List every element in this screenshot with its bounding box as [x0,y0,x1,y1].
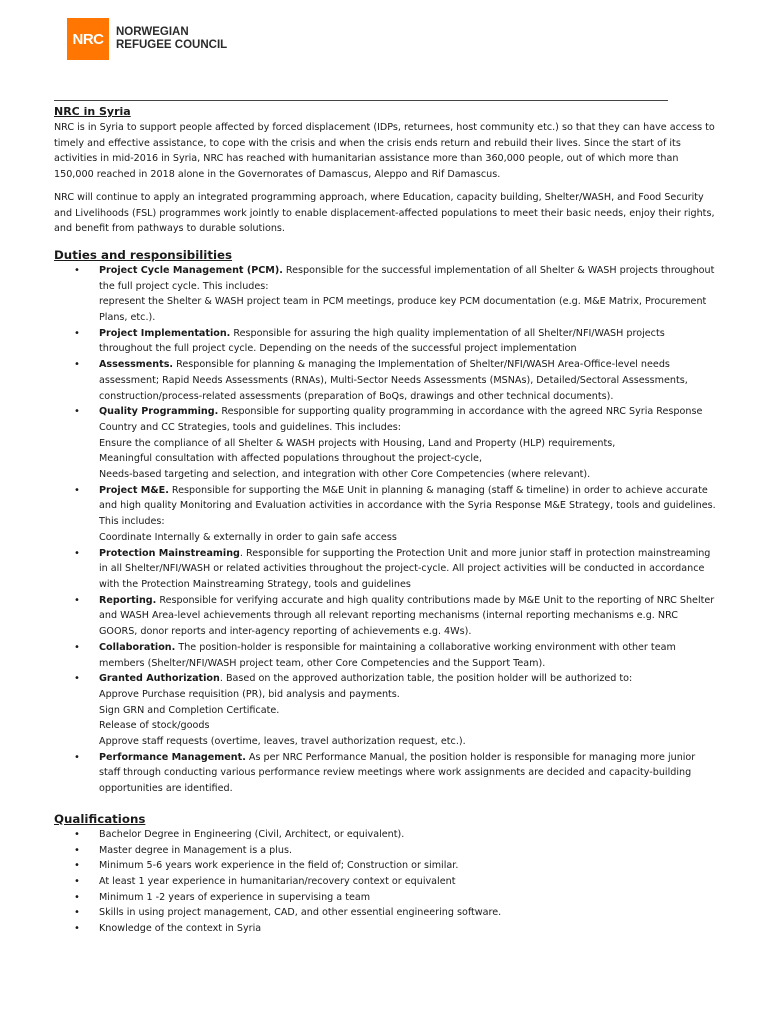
logo-line-1: NORWEGIAN [116,26,189,38]
bullet-icon: • [74,406,80,418]
duty-subline: Ensure the compliance of all Shelter & WASH projects with Housing, Land and Property (HLP) requirements, [99,437,616,449]
duty-title: Quality Programming. [99,406,219,418]
qualifications-heading: Qualifications [54,811,146,826]
bullet-icon: • [74,891,80,903]
duty-text: Responsible for supporting quality programming in accordance with the agreed NRC Syria Response Country and CC Strategies, tools and guidelines. This includes: [99,406,703,433]
qualification-text: At least 1 year experience in humanitarian/recovery context or equivalent [99,875,456,887]
duty-subline: Approve staff requests (overtime, leaves, travel authorization request, etc.). [99,736,466,748]
duties-list [54,263,716,797]
bullet-icon: • [74,828,80,840]
header-divider [54,100,668,101]
bullet-icon: • [74,484,80,496]
duty-item [54,483,716,546]
duty-text: Responsible for verifying accurate and high quality contributions made by M&E Unit to the reporting of NRC Shelter and WASH Area-level achievements through all relevant reporting mechanisms (internal reporting mechanisms e.g. NRC GOORS, donor reports and inter-agency reporting of achievements e.g. 4Ws). [99,594,715,638]
duty-title: Reporting. [99,594,157,606]
duty-item [54,357,716,404]
bullet-icon: • [74,594,80,606]
qualification-text: Bachelor Degree in Engineering (Civil, Architect, or equivalent). [99,828,405,840]
duty-text: The position-holder is responsible for maintaining a collaborative working environment with other team members (Shelter/NFI/WASH project team, other Core Competencies and the Support Team). [99,641,676,669]
qualification-text: Knowledge of the context in Syria [99,923,262,935]
duty-subline: Sign GRN and Completion Certificate. [99,704,280,716]
duty-item [54,404,716,483]
duty-item [54,546,716,593]
duty-subline: Coordinate Internally & externally in order to gain safe access [99,531,397,543]
duty-title: Collaboration. [99,641,176,653]
qualification-item [54,890,716,906]
duty-title: Project M&E. [99,484,169,496]
duty-item [54,640,716,671]
duty-subline: Needs-based targeting and selection, and integration with other Core Competencies (where relevant). [99,469,591,481]
duty-text: Responsible for assuring the high quality implementation of all Shelter/NFI/WASH projects throughout the full project cycle. Depending on the needs of the successful project implementation [99,327,665,355]
intro-paragraph-1: NRC is in Syria to support people affected by forced displacement (IDPs, returnees, host community etc.) so that they can have access to timely and effective assistance, to cope with the crisis and when the crisis ends return and rebuild their lives. Since the start of its activities in mid-2016 in Syria, NRC has reached with humanitarian assistance more than 360,000 people, out of which more than 150,000 reached in 2018 alone in the Governorates of Damascus, Aleppo and Rif Damascus. [54,122,715,181]
intro-paragraph-2: NRC will continue to apply an integrated programming approach, where Education, capacity building, Shelter/WASH, and Food Security and Livelihoods (FSL) programmes work jointly to enable displacement-affected populations to meet their basic needs, enjoy their rights, and benefit from pathways to durable solutions. [54,191,715,235]
duty-item [54,750,716,797]
qualification-item [54,874,716,890]
duty-text: Responsible for supporting the M&E Unit in planning & managing (staff & timeline) in order to achieve accurate and high quality Monitoring and Evaluation activities in accordance with the Syria Response M&E Strategy, tools and guidelines. This includes: [99,484,716,528]
document-body [54,104,716,937]
logo-line-2: REFUGEE COUNCIL [116,39,228,51]
duty-title: Granted Authorization [99,673,220,685]
bullet-icon: • [74,844,80,856]
nrc-logo-mark: NRC [67,18,109,60]
duty-item [54,671,716,750]
bullet-icon: • [74,547,80,559]
qualifications-list [54,827,716,937]
duty-text: Responsible for the successful implementation of all Shelter & WASH projects throughout the full project cycle. This includes: [99,264,715,292]
duty-text: As per NRC Performance Manual, the position holder is responsible for managing more junior staff through conducting various performance review meetings where work assignments are decided and capacity-building opportunities are identified. [99,751,696,795]
qualification-text: Minimum 1 -2 years of experience in supervising a team [99,891,371,903]
bullet-icon: • [74,907,80,919]
duty-subline: Release of stock/goods [99,720,210,732]
qualification-item [54,827,716,843]
duty-subline: represent the Shelter & WASH project team in PCM meetings, produce key PCM documentation (e.g. M&E Matrix, Procurement Plans, etc.). [99,296,707,324]
qualification-item [54,921,716,937]
bullet-icon: • [74,923,80,935]
duty-text: Responsible for planning & managing the Implementation of Shelter/NFI/WASH Area-Office-level needs assessment; Rapid Needs Assessments (RNAs), Multi-Sector Needs Assessments (MSNAs), Detailed/Sectoral Assessments, construction/process-related assessments (preparation of BoQs, drawings and other technical documents). [99,359,688,402]
bullet-icon: • [74,751,80,763]
qualification-item [54,858,716,874]
duty-title: Project Implementation. [99,327,231,339]
qualification-text: Minimum 5-6 years work experience in the field of; Construction or similar. [99,860,459,872]
bullet-icon: • [74,359,80,371]
nrc-logo-text [116,26,227,52]
duty-title: Assessments. [99,359,174,371]
duty-item [54,326,716,357]
bullet-icon: • [74,327,80,339]
bullet-icon: • [74,641,80,653]
duty-title: Performance Management. [99,751,246,763]
qualification-text: Skills in using project management, CAD, and other essential engineering software. [99,907,502,919]
intro-heading: NRC in Syria [54,105,131,118]
duties-heading: Duties and responsibilities [54,247,233,262]
qualification-text: Master degree in Management is a plus. [99,844,293,856]
bullet-icon: • [74,860,80,872]
bullet-icon: • [74,264,80,276]
duty-subline: Meaningful consultation with affected populations throughout the project-cycle, [99,453,483,465]
duty-item [54,263,716,326]
bullet-icon: • [74,875,80,887]
bullet-icon: • [74,673,80,685]
nrc-logo [67,18,227,60]
qualification-item [54,843,716,859]
duty-title: Project Cycle Management (PCM). [99,264,283,276]
duty-item [54,593,716,640]
qualification-item [54,905,716,921]
duty-text: . Based on the approved authorization table, the position holder will be authorized to: [219,673,633,685]
duty-subline: Approve Purchase requisition (PR), bid analysis and payments. [99,688,400,700]
duty-text: . Responsible for supporting the Protection Unit and more junior staff in protection mainstreaming in all Shelter/NFI/WASH or related activities throughout the project-cycle. All project activities will be conducted in accordance with the Protection Mainstreaming Strategy, tools and guidelines [99,547,711,590]
duty-title: Protection Mainstreaming [99,547,240,559]
